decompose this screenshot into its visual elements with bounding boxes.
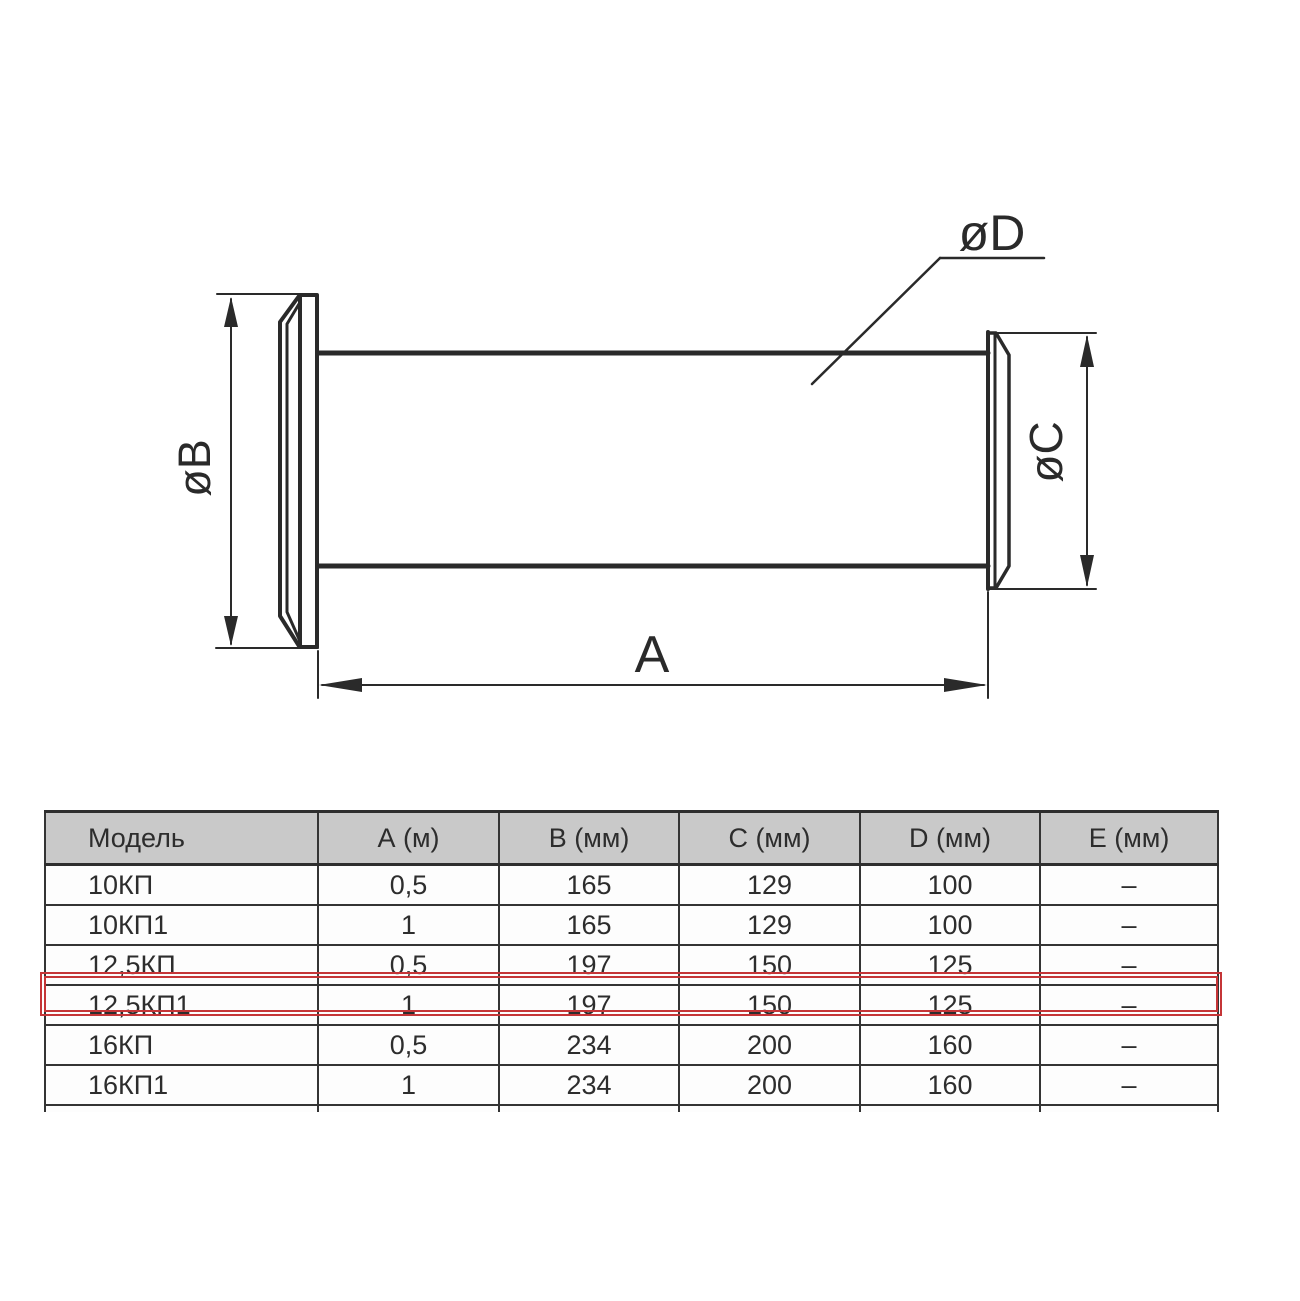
col-header-b: В (мм): [499, 812, 679, 865]
cell-value: 234: [499, 1025, 679, 1065]
table-row: [45, 905, 1218, 945]
cell-value: –: [1040, 945, 1218, 985]
cell-value: 160: [860, 1025, 1040, 1065]
duct-body-shape: [318, 353, 988, 566]
cell-model: 12,5КП: [45, 945, 318, 985]
cell-value: 160: [860, 1065, 1040, 1105]
cell-value: 0,5: [318, 865, 499, 906]
col-header-model: Модель: [45, 812, 318, 865]
col-header-e: Е (мм): [1040, 812, 1218, 865]
cell-value: 0,5: [318, 1025, 499, 1065]
cell-value: 165: [499, 905, 679, 945]
cell-value: 125: [860, 985, 1040, 1025]
dim-label-c: øC: [1020, 421, 1072, 483]
cell-value: 125: [860, 945, 1040, 985]
cell-value: –: [1040, 905, 1218, 945]
table-row: [45, 865, 1218, 906]
cell-model: 10КП: [45, 865, 318, 906]
cell-value: –: [1040, 1025, 1218, 1065]
cell-value: 234: [499, 1065, 679, 1105]
cell-value: 129: [679, 905, 860, 945]
cell-value: 197: [499, 945, 679, 985]
cell-value: 1: [318, 985, 499, 1025]
cutoff-cell: [679, 1105, 860, 1112]
cell-value: 150: [679, 985, 860, 1025]
col-header-a: А (м): [318, 812, 499, 865]
dim-label-d: øD: [958, 205, 1026, 261]
cutoff-row: [45, 1105, 1218, 1112]
cell-value: 197: [499, 985, 679, 1025]
dim-label-a: A: [634, 626, 670, 684]
cutoff-cell: [318, 1105, 499, 1112]
cutoff-cell: [860, 1105, 1040, 1112]
cell-value: 100: [860, 905, 1040, 945]
cell-value: 165: [499, 865, 679, 906]
table-row: [45, 1025, 1218, 1065]
col-header-d: D (мм): [860, 812, 1040, 865]
dim-label-b: øB: [169, 439, 220, 497]
table-row: [45, 1065, 1218, 1105]
cell-model: 16КП: [45, 1025, 318, 1065]
cell-value: 0,5: [318, 945, 499, 985]
cell-value: –: [1040, 865, 1218, 906]
cutoff-cell: [45, 1105, 318, 1112]
cell-value: –: [1040, 985, 1218, 1025]
table-row: [45, 985, 1218, 1025]
cutoff-cell: [499, 1105, 679, 1112]
cell-value: 200: [679, 1025, 860, 1065]
cell-model: 16КП1: [45, 1065, 318, 1105]
cell-value: 129: [679, 865, 860, 906]
cell-model: 12,5КП1: [45, 985, 318, 1025]
table-body: [45, 865, 1218, 1113]
cutoff-cell: [1040, 1105, 1218, 1112]
table-row: [45, 945, 1218, 985]
cell-value: 200: [679, 1065, 860, 1105]
col-header-c: С (мм): [679, 812, 860, 865]
right-flange-shape: [988, 332, 1009, 589]
header-row: [45, 812, 1218, 865]
left-flange-shape: [280, 295, 317, 647]
cell-value: 100: [860, 865, 1040, 906]
cell-value: 1: [318, 905, 499, 945]
cell-value: –: [1040, 1065, 1218, 1105]
cell-model: 10КП1: [45, 905, 318, 945]
spec-table: [44, 810, 1219, 1112]
cell-value: 150: [679, 945, 860, 985]
cell-value: 1: [318, 1065, 499, 1105]
